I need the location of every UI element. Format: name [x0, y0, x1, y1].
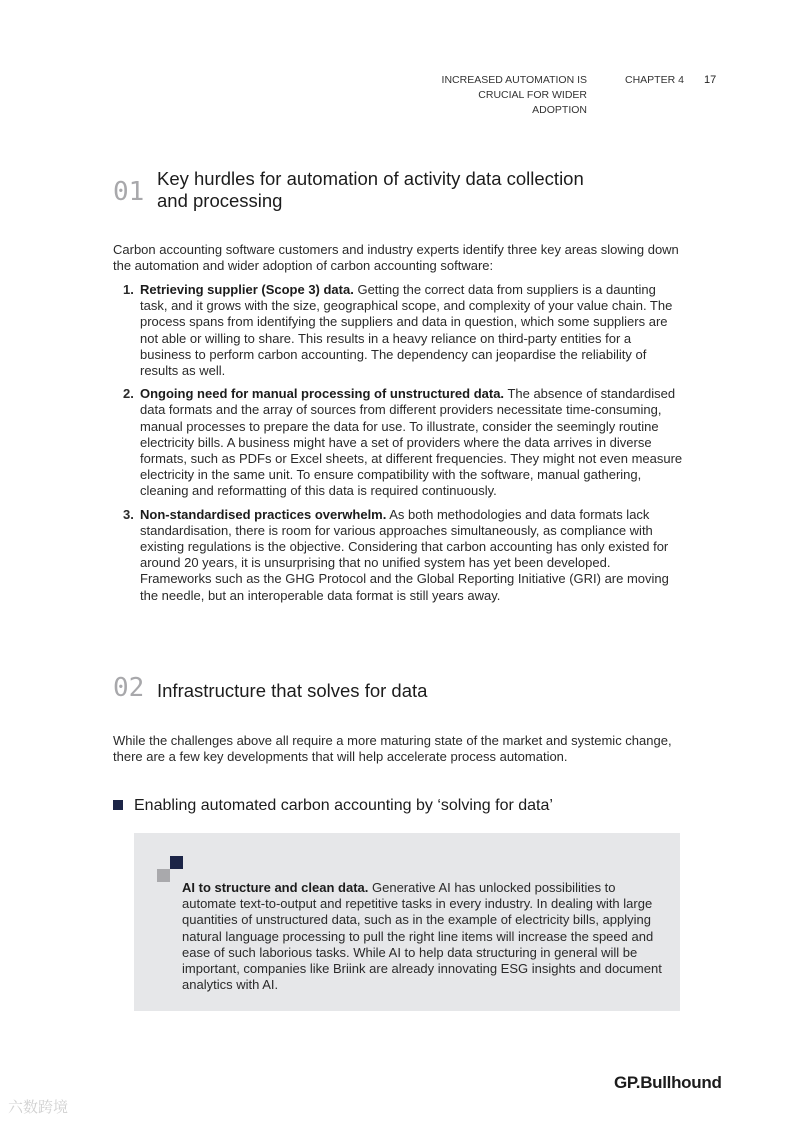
- section-title-02: Infrastructure that solves for data: [157, 680, 428, 701]
- running-header-chapter-title: [425, 73, 587, 118]
- section-title-line2: and processing: [157, 190, 283, 211]
- section-title-line1: Key hurdles for automation of activity data collection: [157, 168, 584, 189]
- stacked-squares-icon: [170, 856, 183, 869]
- watermark: 六数跨境: [8, 1099, 69, 1116]
- list-item-body: Getting the correct data from suppliers is a daunting task, and it grows with the size, geographical scope, and complexity of your value chain. The process spans from identifying the suppliers and data in question, which some suppliers are not able or willing to share. This results in a heavy reliance on third-party entities for a business to perform carbon accounting. The dependency can jeopardise the reliability of results as well.: [140, 282, 673, 379]
- page-number: 17: [704, 74, 717, 86]
- list-item: [113, 507, 683, 604]
- callout-title: AI to structure and clean data.: [182, 880, 369, 895]
- stacked-squares-icon-grey: [157, 869, 170, 882]
- list-item: [113, 386, 683, 499]
- gp-bullhound-logo: GP.Bullhound: [614, 1073, 722, 1092]
- chapter-title-line1: INCREASED AUTOMATION IS: [441, 74, 587, 86]
- list-item: [113, 282, 683, 379]
- callout-box: [134, 833, 680, 1011]
- chapter-label: CHAPTER 4: [625, 74, 684, 86]
- list-item-number: 2.: [123, 386, 134, 402]
- list-item-body: As both methodologies and data formats lack standardisation, there is room for various approaches simultaneously, as compliance with existing regulations is the objective. Considering that carbon accounting has only existed for around 20 years, it is unsurprising that no unified system has yet been developed. Frameworks such as the GHG Protocol and the Global Reporting Initiative (GRI) are moving the needle, but an interoperable data format is still years away.: [140, 506, 669, 603]
- section-number-02: 02: [113, 673, 145, 703]
- callout-body: Generative AI has unlocked possibilities to automate text-to-output and repetitive tasks in every industry. In dealing with large quantities of unstructured data, such as in the example of electricity bills, applying natural language processing to pull the right line items will increase the speed and ease of such laborious tasks. While AI to help data structuring in general will be important, companies like Briink are already innovating ESG insights and document analytics with AI.: [182, 880, 662, 993]
- callout-text: [182, 880, 662, 993]
- chapter-title-line2: CRUCIAL FOR WIDER ADOPTION: [478, 89, 587, 116]
- section1-intro: Carbon accounting software customers and industry experts identify three key areas slowing down the automation and wider adoption of carbon accounting software:: [113, 242, 679, 274]
- list-item-number: 1.: [123, 282, 134, 297]
- section-number-01: 01: [113, 177, 145, 207]
- hurdles-list: [113, 282, 683, 611]
- section2-intro: While the challenges above all require a more maturing state of the market and systemic change, there are a few key developments that will help accelerate process automation.: [113, 733, 672, 765]
- subheading: Enabling automated carbon accounting by ‘solving for data’: [134, 797, 553, 814]
- square-bullet-icon: [113, 800, 123, 810]
- list-item-body: The absence of standardised data formats and the array of sources from different providers necessitate time-consuming, manual processes to prepare the data for use. To illustrate, consider the seemingly routine electricity bills. A business might have a set of providers where the data arrives in diverse formats, such as PDFs or Excel sheets, at different frequencies. They might not even measure electricity in the same unit. To ensure compatibility with the software, manual gathering, cleaning and reformatting of this data is required continuously.: [140, 386, 683, 499]
- list-item-title: Non-standardised practices overwhelm.: [140, 506, 387, 522]
- list-item-title: Ongoing need for manual processing of unstructured data.: [140, 386, 505, 402]
- list-item-title: Retrieving supplier (Scope 3) data.: [140, 282, 354, 297]
- list-item-number: 3.: [123, 506, 134, 522]
- section-title-01: [157, 168, 584, 212]
